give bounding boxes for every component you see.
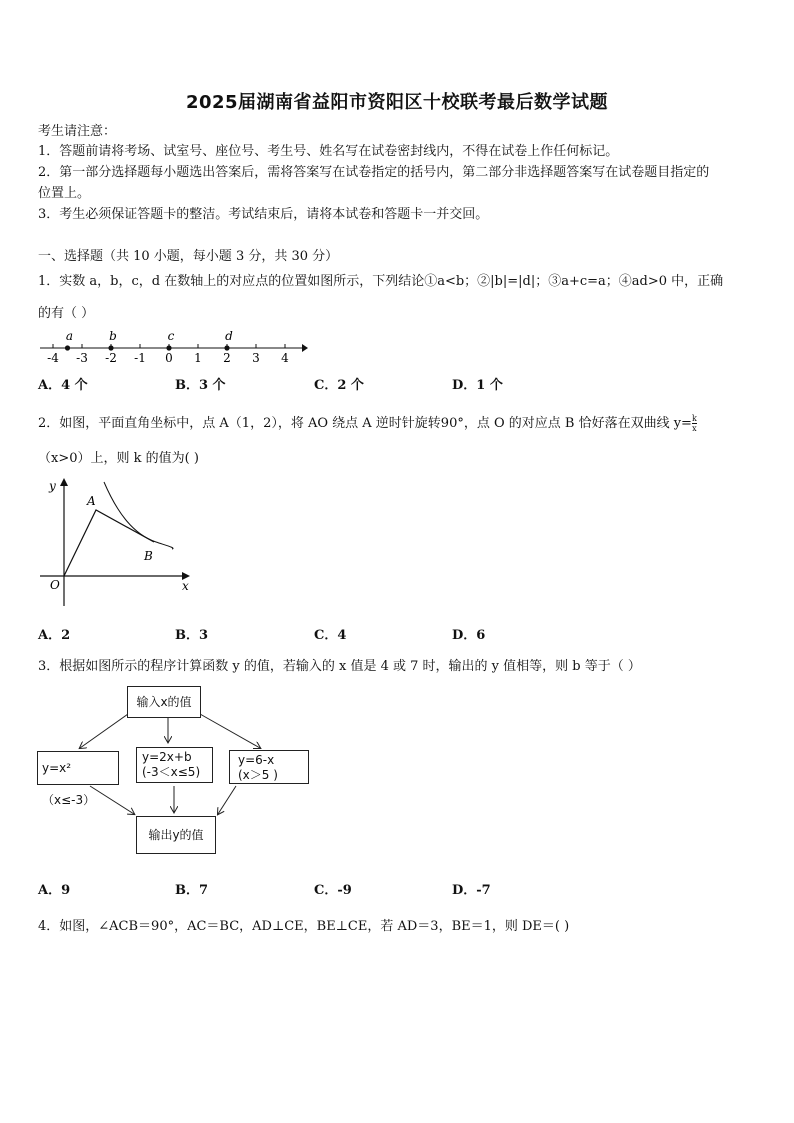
y-axis-label: y [49,479,56,493]
q3-option-c: C．-9 [314,883,352,898]
hyperbola-fraction [692,414,697,433]
q3-option-a: A．9 [38,883,71,898]
hyperbola-curve [104,482,173,549]
q3-option-b: B．7 [175,883,209,898]
number-line-tick-label: 1 [194,351,202,365]
flow-middle-line-1: y=2x+b [142,750,192,764]
q1-stem-cont: 的有（ ） [38,306,95,321]
number-line-tick-label: -1 [134,351,146,365]
flow-middle-box [136,747,213,783]
notice-item-2: 2．第一部分选择题每小题选出答案后，需将答案写在试卷指定的括号内，第二部分非选择题答案写在试卷题目指定的 [38,165,710,180]
q2-stem-text: 2．如图，平面直角坐标中，点 A（1，2），将 AO 绕点 A 逆时针旋转90°，点 O 的对应点 B 恰好落在双曲线 y= [38,416,692,431]
flow-input-box: 输入x的值 [127,686,201,718]
segments-oa-ab [64,510,154,576]
q2-option-a: A．2 [38,628,71,643]
number-line-tick-label: -3 [76,351,88,365]
q2-stem [38,412,697,433]
q1-option-b: B．3 个 [175,378,226,393]
notice-heading: 考生请注意： [38,124,117,139]
arrow-input-to-left [80,714,128,748]
y-axis-arrow [60,478,68,486]
section-heading: 一、选择题（共 10 小题，每小题 3 分，共 30 分） [38,249,339,264]
arrow-left-to-output [90,786,134,814]
flow-right-line-2: (x＞5 ) [238,768,278,782]
arrow-right-to-output [218,786,236,814]
number-line-tick-label: 2 [223,351,231,365]
flow-left-box: y=x²（x≤-3） [37,751,119,785]
x-axis-label: x [182,579,189,593]
number-line-point-c [166,345,171,350]
q3-option-d: D．-7 [452,883,491,898]
number-line-point-b [108,345,113,350]
q2-option-c: C．4 [314,628,347,643]
q1-option-d: D．1 个 [452,378,503,393]
flow-right-box [229,750,309,784]
q2-coordinate-graph [36,476,196,608]
q1-option-c: C．2 个 [314,378,364,393]
arrow-input-to-right [200,714,260,748]
number-line-point-label-d: d [225,329,233,343]
number-line-arrow [302,344,308,352]
number-line-tick-label: 3 [252,351,260,365]
number-line-point-d [224,345,229,350]
notice-item-2-cont: 位置上。 [38,186,91,201]
number-line-figure [36,322,308,370]
number-line-tick-label: -4 [47,351,59,365]
q3-stem: 3．根据如图所示的程序计算函数 y 的值，若输入的 x 值是 4 或 7 时，输出的 y 值相等，则 b 等于（ ） [38,659,641,674]
page-title: 2025届湖南省益阳市资阳区十校联考最后数学试题 [185,92,609,113]
number-line-tick-label: 4 [281,351,289,365]
q2-option-d: D．6 [452,628,486,643]
fraction-numerator: k [691,414,697,423]
number-line-point-label-a: a [65,329,74,343]
number-line-tick-label: -2 [105,351,117,365]
notice-item-1: 1．答题前请将考场、试室号、座位号、考生号、姓名写在试卷密封线内，不得在试卷上作任何标记。 [38,144,619,159]
number-line-point-label-c: c [167,329,175,343]
notice-item-3: 3．考生必须保证答题卡的整洁。考试结束后，请将本试卷和答题卡一并交回。 [38,207,489,222]
flow-output-box: 输出y的值 [136,816,216,854]
number-line-point-label-b: b [109,329,117,343]
q2-stem-cont: （x>0）上，则 k 的值为( ) [38,451,199,466]
q4-stem: 4．如图，∠ACB＝90°，AC＝BC，AD⊥CE，BE⊥CE，若 AD＝3，BE＝1，则 DE＝( ) [38,919,570,934]
flow-right-line-1: y=6-x [238,753,275,767]
q1-stem: 1．实数 a，b，c，d 在数轴上的对应点的位置如图所示，下列结论①a<b；②|b|=|d|；③a+c=a；④ad>0 中，正确 [38,274,724,289]
fraction-denominator: x [692,424,697,433]
point-b-label: B [144,549,153,563]
number-line-tick-label: 0 [165,351,173,365]
q1-option-a: A．4 个 [38,378,88,393]
origin-label: O [50,578,60,592]
flow-middle-line-2: (-3＜x≤5) [142,765,201,779]
point-a-label: A [87,494,96,508]
q2-option-b: B．3 [175,628,209,643]
number-line-point-a [65,345,70,350]
